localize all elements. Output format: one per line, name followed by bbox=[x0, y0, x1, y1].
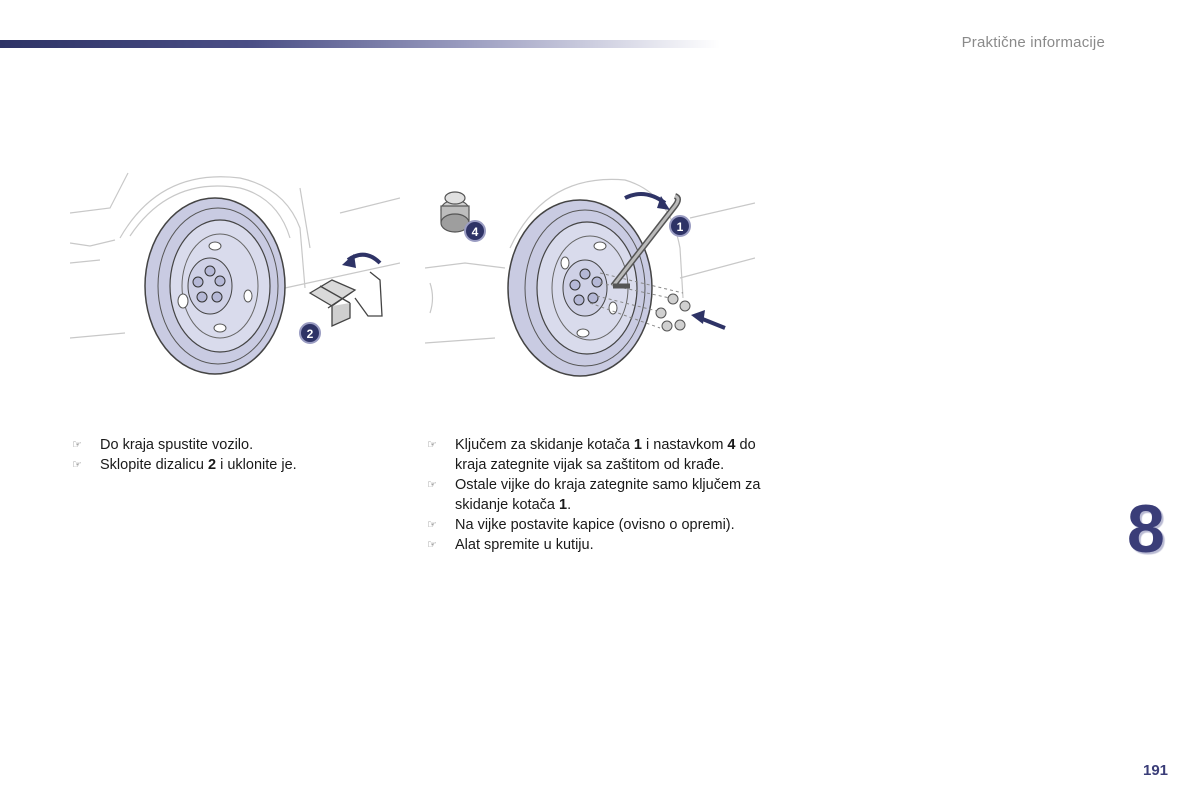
page-number: 191 bbox=[1143, 762, 1169, 779]
pointing-hand-icon: ☞ bbox=[427, 478, 437, 491]
pointing-hand-icon: ☞ bbox=[427, 538, 437, 551]
list-item: ☞ Ključem za skidanje kotača 1 i nastavkom 4 do kraja zategnite vijak sa zaštitom od krađe. bbox=[427, 437, 756, 473]
illustration-tighten-bolts bbox=[425, 168, 755, 383]
callout-badge-4 bbox=[465, 221, 485, 241]
header-accent-bar bbox=[0, 40, 720, 48]
instructions-right bbox=[425, 435, 765, 555]
list-item: ☞ Na vijke postavite kapice (ovisno o opremi). bbox=[427, 517, 735, 533]
pointing-hand-icon: ☞ bbox=[427, 438, 437, 451]
svg-text:4: 4 bbox=[471, 225, 479, 239]
illustration-lower-vehicle bbox=[70, 168, 400, 383]
instructions-left bbox=[70, 435, 400, 475]
callout-badge-1 bbox=[670, 216, 690, 236]
list-item: ☞ Ostale vijke do kraja zategnite samo ključem za skidanje kotača 1. bbox=[427, 477, 761, 513]
list-item: ☞ Alat spremite u kutiju. bbox=[427, 537, 594, 553]
callout-badge-2 bbox=[300, 323, 320, 343]
pointing-hand-icon: ☞ bbox=[72, 438, 82, 451]
pointing-hand-icon: ☞ bbox=[72, 458, 82, 471]
svg-text:1: 1 bbox=[676, 220, 684, 234]
pointing-hand-icon: ☞ bbox=[427, 518, 437, 531]
chapter-number: 8 bbox=[1127, 491, 1165, 567]
list-item: ☞ Do kraja spustite vozilo. bbox=[72, 437, 254, 453]
svg-text:2: 2 bbox=[306, 327, 314, 341]
list-item: ☞ Sklopite dizalicu 2 i uklonite je. bbox=[72, 457, 297, 473]
page-section-title: Praktične informacije bbox=[961, 34, 1105, 51]
